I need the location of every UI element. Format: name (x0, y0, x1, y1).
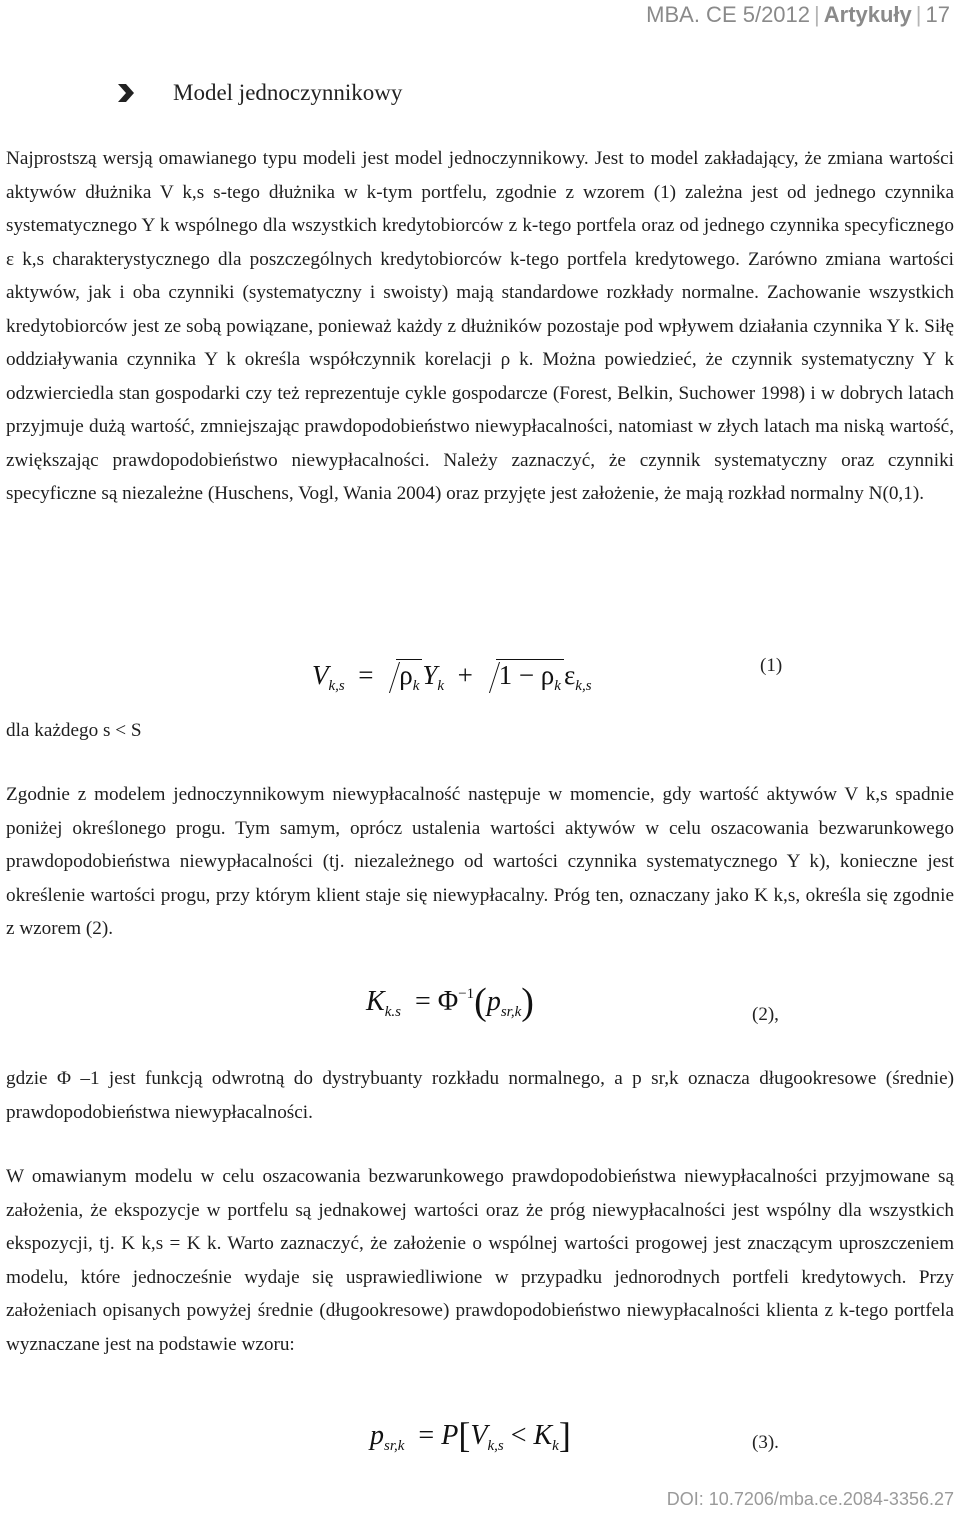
equation-3: $p_{sr,k} = P[V_{k,s} < K_k]$ (370, 1415, 571, 1455)
equation-3-number: (3). (752, 1432, 779, 1453)
sqrt-symbol: $\rho_k$ (380, 660, 422, 691)
journal-name: MBA. CE 5/2012 (646, 2, 811, 27)
paragraph-3: gdzie Φ –1 jest funkcją odwrotną do dystrybuanty rozkładu normalnego, a p sr,k oznacza długookresowe (średnie) prawdopodobieństwa niewypłacalności. (6, 1068, 954, 1123)
paragraph-1: Najprostszą wersją omawianego typu modeli jest model jednoczynnikowy. Jest to model zakładający, że zmiana wartości aktywów dłużnika V k,s s-tego dłużnika w k-tym portfelu, zgodnie z wzorem (1) zależna jest od jednego czynnika systematycznego Y k wspólnego dla wszystkich kredytobiorców z k-tego portfela oraz od jednego czynnika specyficznego ε k,s charakterystycznego dla poszczególnych kredytobiorców k-tego portfela kredytowego. Zarówno zmiana wartości aktywów, jak i oba czynniki (systematyczny i swoisty) mają standardowe rozkłady normalne. Zachowanie wszystkich kredytobiorców jest ze sobą powiązane, ponieważ każdy z dłużników pozostaje pod wpływem działania czynnika Y k. Siłę oddziaływania czynnika Y k określa współczynnik korelacji ρ k. Można powiedzieć, że czynnik systematyczny Y k odzwierciedla stan gospodarki czy też reprezentuje cykle gospodarcze (Forest, Belkin, Suchower 1998) i w dobrych latach przyjmuje dużą wartość, zmniejszając prawdopodobieństwo niewypłacalności, natomiast w złych latach ma niską wartość, zwiększając prawdopodobieństwo niewypłacalności. Należy zaznaczyć, że czynnik systematyczny oraz czynniki specyficzne są niezależne (Huschens, Vogl, Wania 2004) oraz przyjęte jest założenie, że mają rozkład normalny N(0,1). (6, 148, 954, 504)
header-separator: | (814, 2, 820, 27)
header-separator: | (915, 2, 922, 27)
doi-footer: DOI: 10.7206/mba.ce.2084-3356.27 (666, 1489, 954, 1509)
equation-1: $V_{k,s} = \rho_k$ $Y_k + 1 - \rho_k$ $\varepsilon_{k,s}$ (312, 660, 592, 694)
section-title: Model jednoczynnikowy (173, 80, 403, 105)
sqrt-symbol: $1 - \rho_k$ (480, 660, 564, 691)
paragraph-4: W omawianym modelu w celu oszacowania bezwarunkowego prawdopodobieństwa niewypłacalności przyjmowane są założenia, że ekspozycje w portfelu są jednakowej wartości oraz że próg niewypłacalności jest wspólny dla wszystkich ekspozycji, tj. K k,s = K k. Warto zaznaczyć, że założenie o wspólnej wartości progowej jest znaczącym uproszczeniem modelu, które jednocześnie wydaje się usprawiedliwione w przypadku jednorodnych portfeli kredytowych. Przy założeniach opisanych powyżej średnie (długookresowe) prawdopodobieństwo niewypłacalności klienta z k-tego portfela wyznaczane jest na podstawie wzoru: (6, 1166, 954, 1355)
paragraph-2: Zgodnie z modelem jednoczynnikowym niewypłacalność następuje w momencie, gdy wartość aktywów V k,s spadnie poniżej określonego progu. Tym samym, oprócz ustalenia wartości aktywów w celu oszacowania bezwarunkowego prawdopodobieństwa niewypłacalności (tj. niezależnego od wartości czynnika systematycznego Y k), konieczne jest określenie wartości progu, przy którym klient staje się niewypłacalny. Próg ten, oznaczany jako K k,s, określa się zgodnie z wzorem (2). (6, 784, 954, 939)
equation-2-number: (2), (752, 1004, 779, 1025)
page-number: 17 (925, 2, 950, 27)
condition-text: dla każdego s < S (6, 720, 142, 741)
running-header (646, 2, 950, 28)
equation-1-number: (1) (760, 655, 783, 676)
section-name: Artykuły (823, 2, 912, 27)
section-heading (118, 80, 402, 106)
equation-2: $K_{k.s} = \Phi^{-1}(p_{sr,k})$ (366, 981, 534, 1023)
